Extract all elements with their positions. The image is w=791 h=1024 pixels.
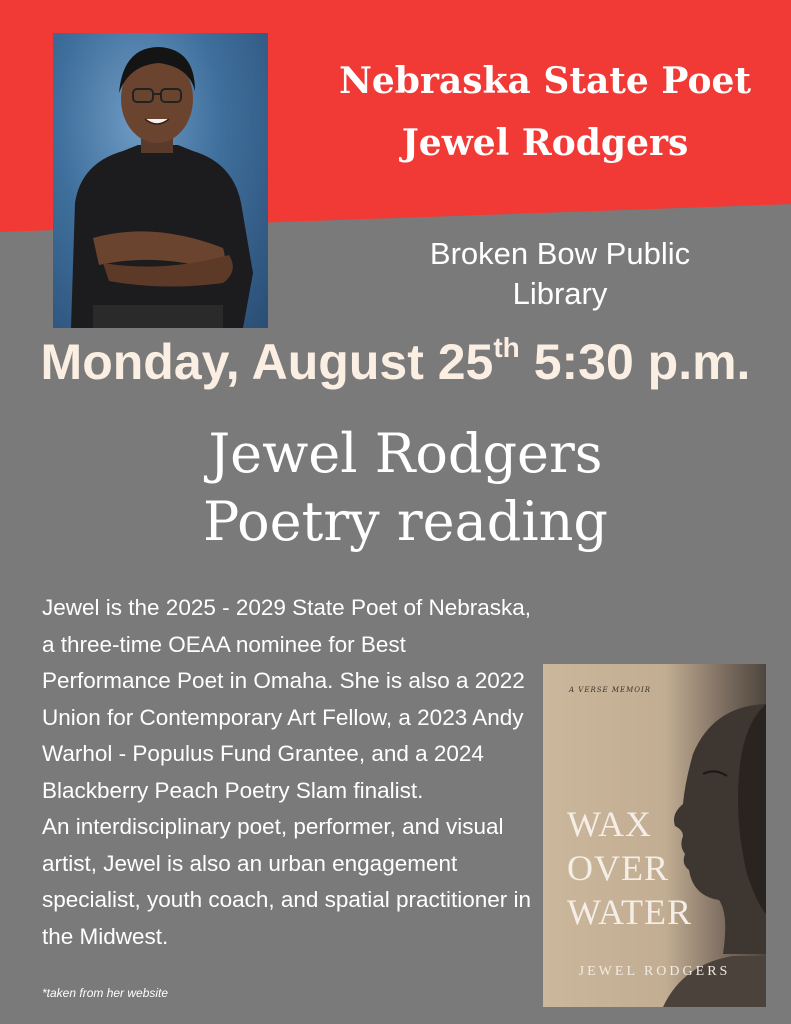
book-cover xyxy=(543,664,766,1007)
book-title-line-3: WATER xyxy=(567,892,692,932)
book-subtitle: A VERSE MEMOIR xyxy=(569,686,652,694)
venue-line-1: Broken Bow Public xyxy=(429,236,691,271)
venue-line-2: Library xyxy=(512,276,608,311)
book-author: JEWEL RODGERS xyxy=(578,964,731,979)
banner-line-2: Jewel Rodgers xyxy=(401,122,689,164)
source-footnote: *taken from her website xyxy=(42,986,169,1000)
book-title-line-1: WAX xyxy=(567,804,652,844)
event-date-time xyxy=(0,332,791,391)
bio-paragraph-2: An interdisciplinary poet, performer, and visual artist, Jewel is also an urban engagement specialist, youth coach, and spatial practitioner in the Midwest. xyxy=(42,814,532,949)
event-day: Monday, August 25 xyxy=(40,334,494,390)
poet-bio xyxy=(42,590,532,955)
title-line-2: Poetry reading xyxy=(203,490,608,553)
date-ordinal: th xyxy=(493,332,520,363)
event-title xyxy=(0,420,791,556)
poet-portrait-photo xyxy=(53,33,268,328)
banner-line-1: Nebraska State Poet xyxy=(338,60,751,102)
book-title-line-2: OVER xyxy=(567,848,669,888)
bio-paragraph-1: Jewel is the 2025 - 2029 State Poet of Nebraska, a three-time OEAA nominee for Best Performance Poet in Omaha. She is also a 2022 Union for Contemporary Art Fellow, a 2023 Andy Warhol - Populus Fund Grantee, and a 2024 Blackberry Peach Poetry Slam finalist. xyxy=(42,595,532,803)
venue-name xyxy=(360,234,760,314)
banner-heading xyxy=(300,50,790,174)
book-title xyxy=(567,802,692,934)
event-time: 5:30 p.m. xyxy=(533,334,751,390)
title-line-1: Jewel Rodgers xyxy=(208,422,603,485)
